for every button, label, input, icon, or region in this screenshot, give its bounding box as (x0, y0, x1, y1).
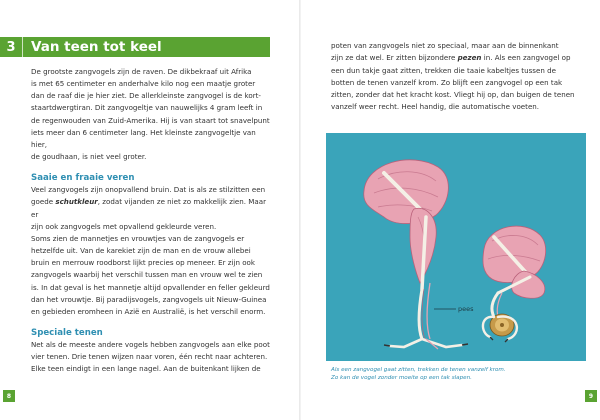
text-line: zijn ook zangvogels met opvallend gekleurde veren. (31, 221, 217, 231)
text-line: Net als de meeste andere vogels hebben zangvogels aan elke poot (31, 339, 270, 349)
leg-anatomy-standing-illustration (364, 160, 468, 349)
text-line (331, 52, 585, 64)
text-line: zangvogels waarbij het verschil tussen man en vrouw wel te zien (31, 270, 263, 280)
keyword-pezen: pezen (457, 53, 482, 63)
text-line: Elke teen eindigt in een lange nagel. Aan de buitenkant lijken de (31, 364, 261, 374)
caption-line: Zo kan de vogel zonder moeite op een tak slapen. (331, 375, 472, 382)
text-line: de regenwouden van Zuid-Amerika. Hij is van staart tot snavelpunt (31, 115, 270, 125)
leg-anatomy-illustration (326, 133, 586, 361)
section-heading-toes: Speciale tenen (31, 327, 103, 338)
text-line: poten van zangvogels niet zo speciaal, maar aan de binnenkant (331, 41, 559, 50)
page-number-left: 8 (3, 390, 15, 402)
text-line: vanzelf weer recht. Heel handig, die automatische voeten. (331, 102, 540, 112)
text-line: zitten, zonder dat het kracht kost. Vliegt hij op, dan buigen de tenen (331, 90, 575, 100)
text-line: iets meer dan 6 centimeter lang. Het kleinste zangvogeltje van hier, (31, 127, 256, 149)
text-line: hetzelfde uit. Van de karekiet zijn de man en de vrouw allebei (31, 246, 251, 256)
chapter-number: 3 (6, 39, 16, 55)
text-line: De grootste zangvogels zijn de raven. De dikbekraaf uit Afrika (31, 67, 252, 76)
text-line: een dun takje gaat zitten, trekken die taaie kabeltjes tussen de (331, 65, 556, 75)
text-line: is. In dat geval is het mannetje altijd opvallender en feller gekleurd (31, 282, 270, 292)
text-span: in. Als een zangvogel op (481, 53, 571, 63)
text-line: is met 65 centimeter en anderhalve kilo nog een maatje groter (31, 79, 256, 89)
feathers-paragraph (31, 184, 271, 318)
text-line: en gebieden eromheen in Azië en Australië, is het verschil enorm. (31, 306, 266, 316)
left-body-text (31, 66, 271, 375)
intro-paragraph (31, 66, 271, 163)
text-span: , zodat vijanden ze niet zo makkelijk zien. Maar er (31, 197, 267, 219)
text-span: goede (31, 197, 56, 207)
page-number-right: 9 (585, 390, 597, 402)
chapter-heading-bar (0, 37, 270, 57)
right-body-text (331, 40, 585, 114)
right-page (301, 0, 600, 420)
text-line: botten de tenen vanzelf krom. Zo blijft een zangvogel op een tak (331, 77, 563, 87)
pees-label: pees (458, 305, 474, 313)
leg-anatomy-svg (326, 133, 586, 361)
toes-paragraph (31, 339, 271, 375)
text-line: bruin en merrouw roodborst lijkt precies op meneer. Er zijn ook (31, 258, 256, 268)
text-line: dan het vrouwtje. Bij paradijsvogels, zangvogels uit Nieuw-Guinea (31, 294, 267, 304)
text-line: dan de raaf die je hier ziet. De allerkleinste zangvogel is de kort- (31, 91, 261, 101)
text-line (31, 196, 271, 220)
chapter-title: Van teen tot keel (31, 39, 162, 55)
keyword-schutkleur: schutkleur (55, 197, 98, 207)
text-line: Veel zangvogels zijn onopvallend bruin. Dat is als ze stilzitten een (31, 185, 266, 195)
text-line: staartdwergtiran. Dit zangvogeltje van nauwelijks 4 gram leeft in (31, 103, 263, 113)
left-page (0, 0, 299, 420)
text-span: zijn ze dat wel. Er zitten bijzondere (331, 53, 458, 63)
leg-anatomy-perched-illustration (483, 226, 546, 342)
chapter-divider (22, 37, 23, 57)
text-line: Soms zien de mannetjes en vrouwtjes van de zangvogels er (31, 233, 245, 243)
text-line: de goudhaan, is niet veel groter. (31, 152, 147, 162)
illustration-caption (331, 366, 585, 383)
text-line: vier tenen. Drie tenen wijzen naar voren, één recht naar achteren. (31, 352, 268, 362)
caption-line: Als een zangvogel gaat zitten, trekken de tenen vanzelf krom. (331, 367, 506, 373)
section-heading-feathers: Saaie en fraaie veren (31, 173, 135, 184)
